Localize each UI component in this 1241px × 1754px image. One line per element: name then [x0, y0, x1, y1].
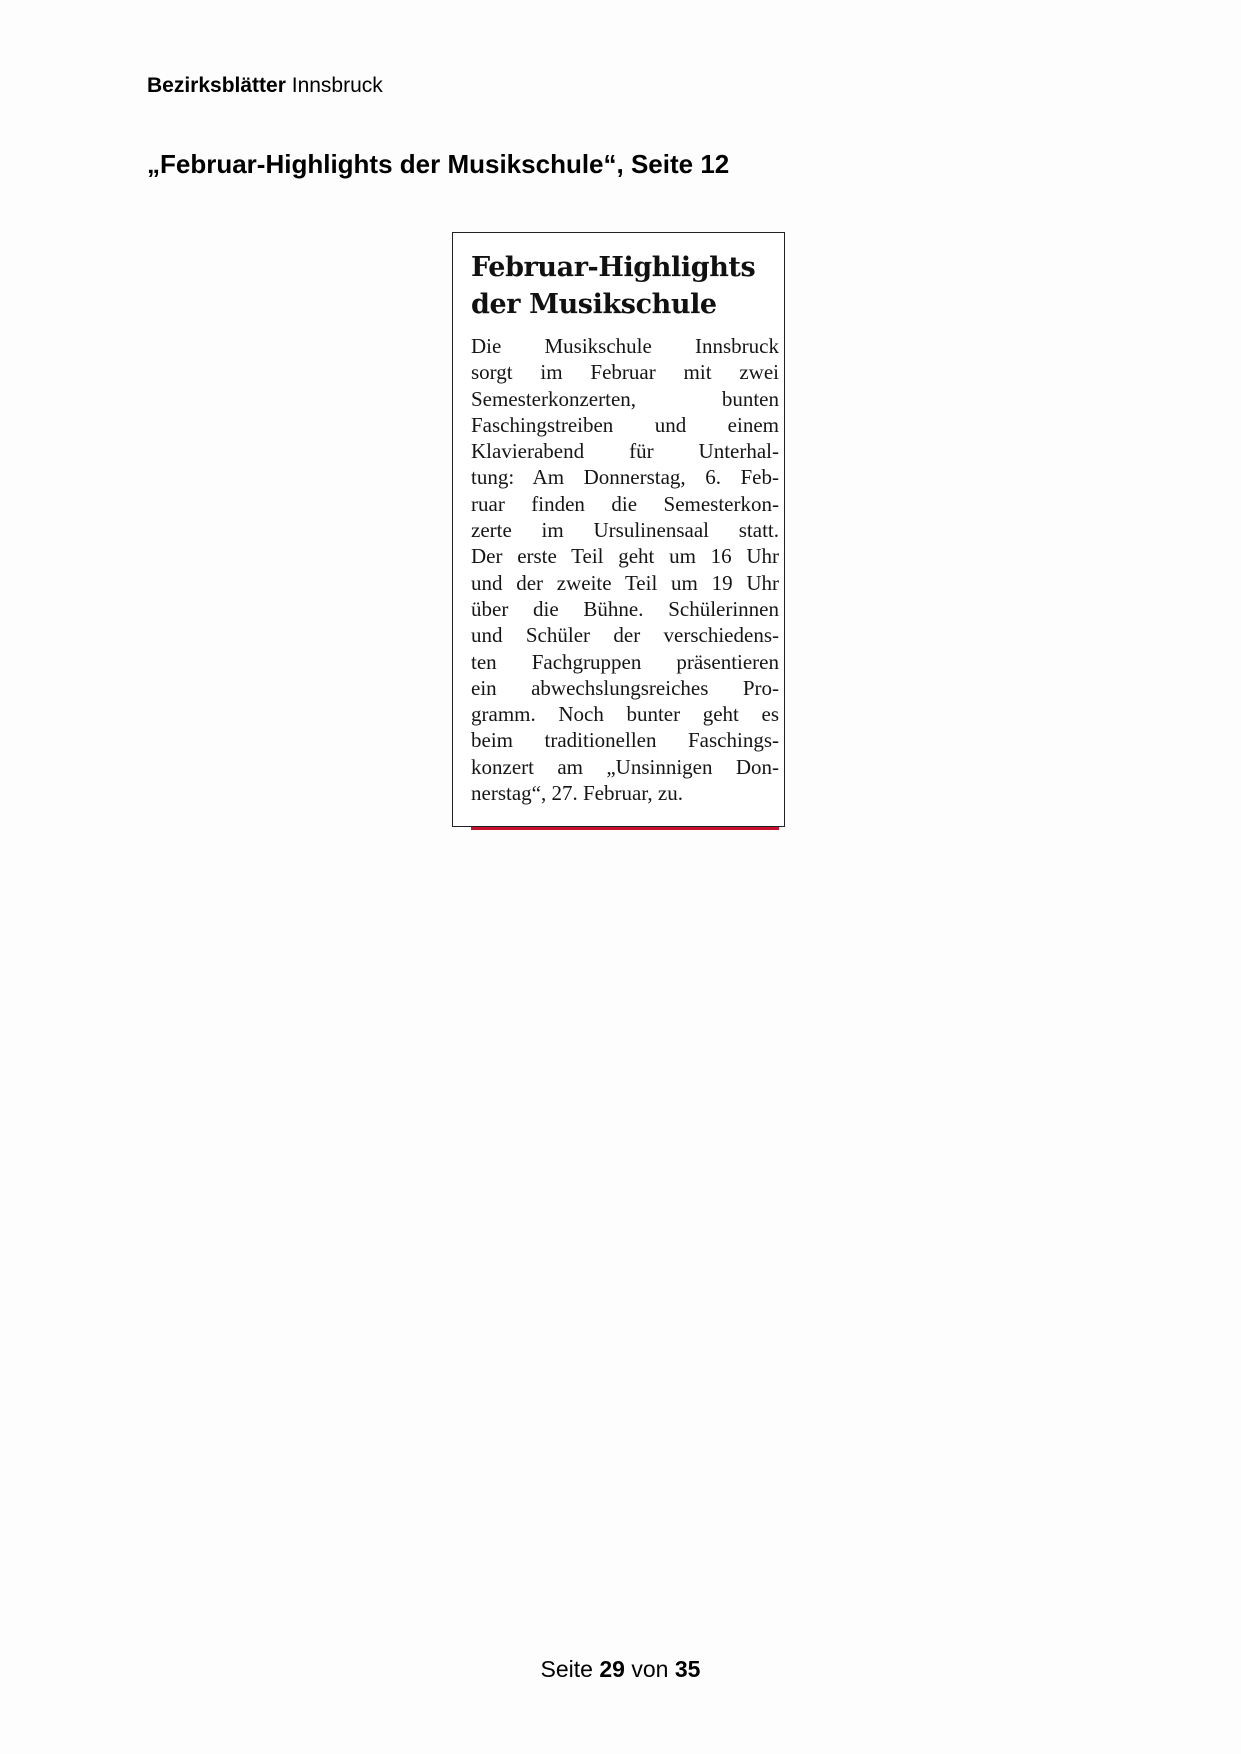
body-line: beim traditionellen Faschings-	[471, 728, 779, 753]
footer-current-page: 29	[599, 1656, 625, 1682]
body-line: Die Musikschule Innsbruck	[471, 334, 779, 358]
publication-name: Bezirksblätter	[147, 74, 286, 97]
footer-separator: von	[631, 1656, 669, 1682]
body-line: konzert am „Unsinnigen Don-	[471, 754, 779, 779]
body-line: und der zweite Teil um 19 Uhr	[471, 570, 779, 595]
body-line: ruar finden die Semesterkon-	[471, 491, 779, 516]
article-reference-title: „Februar-Highlights der Musikschule“, Seite 12	[147, 149, 730, 179]
clipping-red-rule	[471, 827, 779, 830]
headline-line: der Musikschule	[471, 289, 717, 320]
body-line: tung: Am Donnerstag, 6. Feb-	[471, 465, 779, 490]
body-line: über die Bühne. Schülerinnen	[471, 596, 779, 621]
body-line: gramm. Noch bunter geht es	[471, 702, 779, 727]
body-line: ten Fachgruppen präsentieren	[471, 649, 779, 674]
body-line: Faschingstreiben und einem	[471, 412, 779, 437]
body-line: ein abwechslungsreiches Pro-	[471, 675, 779, 700]
body-line: Der erste Teil geht um 16 Uhr	[471, 544, 779, 569]
clipping-headline	[471, 249, 771, 323]
source-header	[147, 72, 383, 100]
body-line: sorgt im Februar mit zwei	[471, 360, 779, 385]
body-line: nerstag“, 27. Februar, zu.	[471, 781, 683, 806]
clipping-body	[471, 333, 779, 806]
page-footer	[0, 1654, 1241, 1684]
footer-total-pages: 35	[674, 1656, 701, 1682]
edition-name: Innsbruck	[291, 74, 383, 97]
body-line: Semesterkonzerten, bunten	[471, 386, 779, 411]
body-line: und Schüler der verschiedens-	[471, 623, 779, 648]
body-line: zerte im Ursulinensaal statt.	[471, 518, 779, 543]
newspaper-clipping	[452, 232, 785, 827]
headline-line: Februar-Highlights	[471, 252, 756, 283]
footer-prefix: Seite	[540, 1656, 593, 1682]
body-line: Klavierabend für Unterhal-	[471, 439, 779, 464]
